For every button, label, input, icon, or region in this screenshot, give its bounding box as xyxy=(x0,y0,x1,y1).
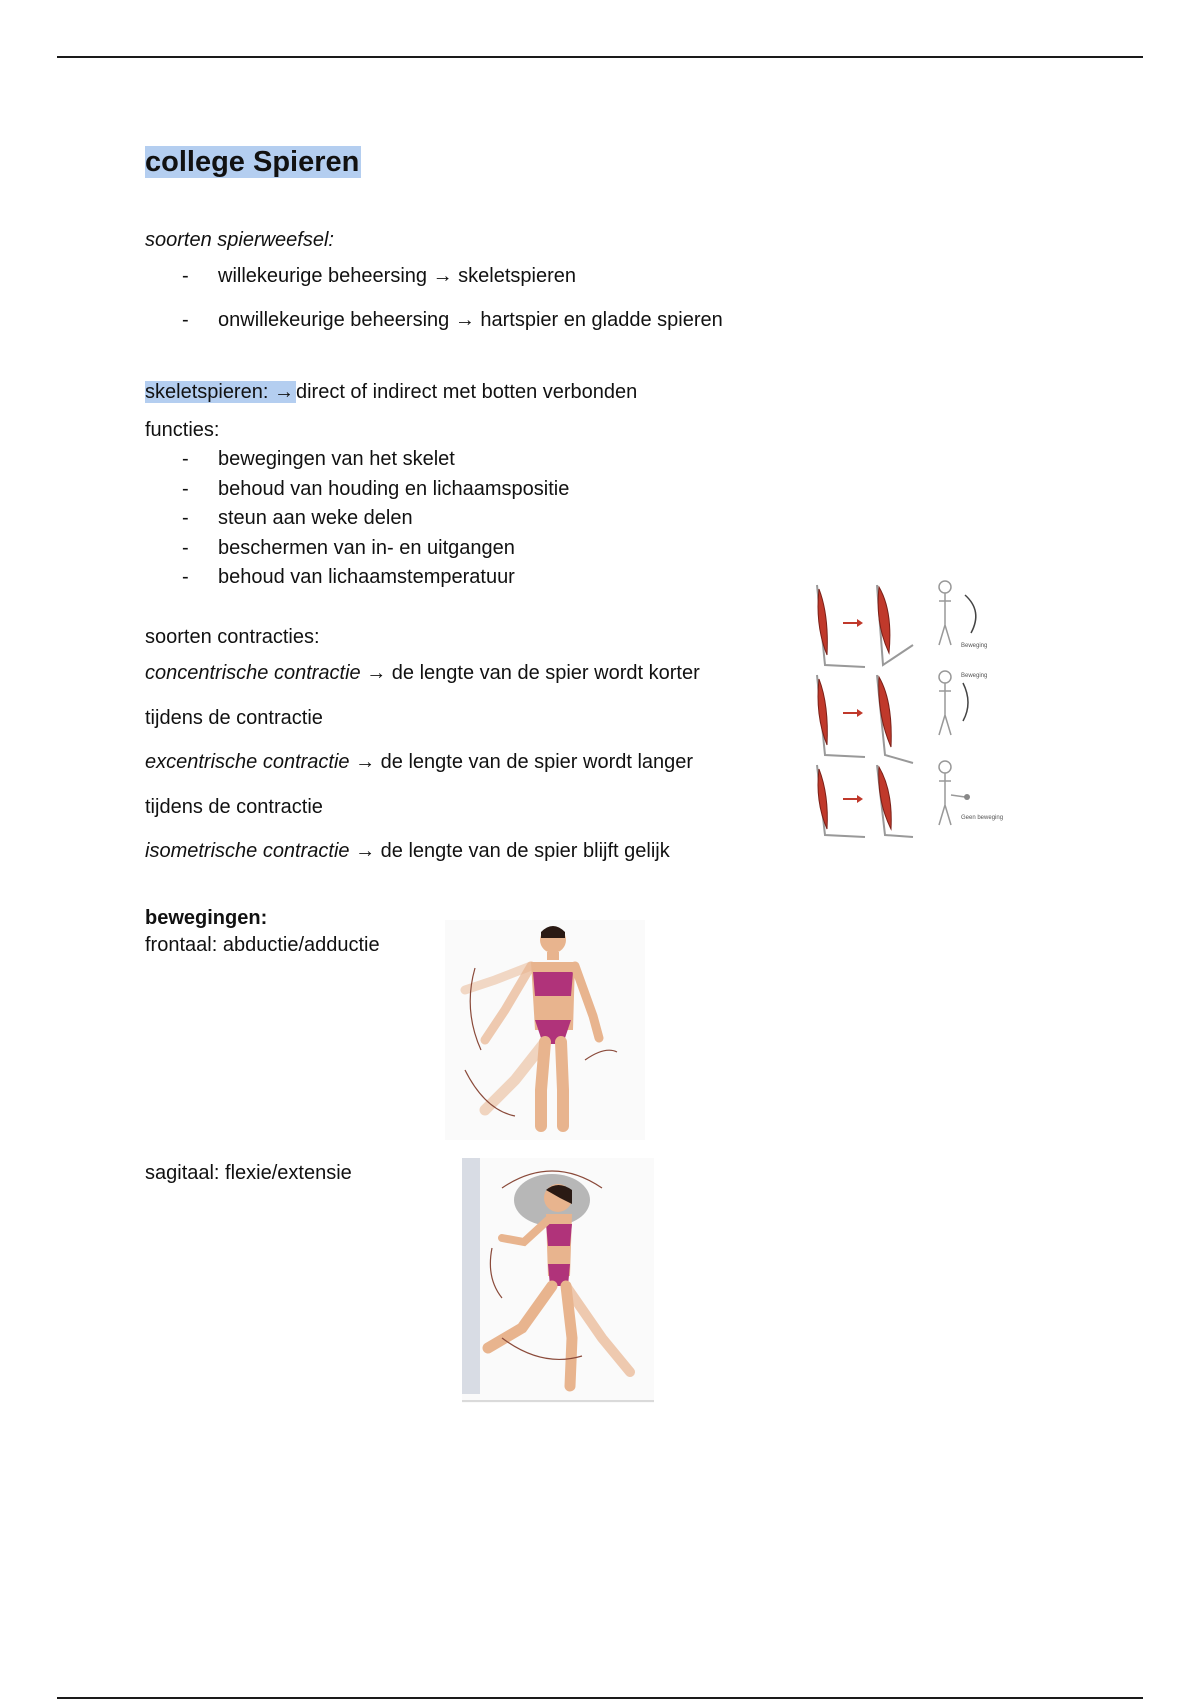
contractie-isometrisch: isometrische contractie → de lengte van de spier blijft gelijk xyxy=(145,840,670,862)
bullet-marker: - xyxy=(182,448,189,470)
contraction-row-isometric xyxy=(817,761,1003,837)
bewegingen-heading: bewegingen: xyxy=(145,907,268,929)
contractie-excentrisch: excentrische contractie → de lengte van de spier wordt langer xyxy=(145,751,694,773)
contractie-concentrisch: concentrische contractie → de lengte van de spier wordt korter xyxy=(145,662,700,684)
frontaal-label: frontaal: abductie/adductie xyxy=(145,934,380,956)
contracties-heading: soorten contracties: xyxy=(145,626,320,648)
list-item: bewegingen van het skelet xyxy=(218,448,455,470)
contraction-figure xyxy=(805,575,1015,845)
bullet-marker: - xyxy=(182,309,189,331)
list-item: beschermen van in- en uitgangen xyxy=(218,537,515,559)
list-item: onwillekeurige beheersing → hartspier en gladde spieren xyxy=(218,309,723,331)
list-item: behoud van lichaamstemperatuur xyxy=(218,566,515,588)
figure-label: Geen beweging xyxy=(961,815,1004,821)
bullet-marker: - xyxy=(182,507,189,529)
section-heading-spierweefsel: soorten spierweefsel: xyxy=(145,229,334,251)
contraction-row-concentric xyxy=(817,581,987,667)
contractie-concentrisch-cont: tijdens de contractie xyxy=(145,707,323,729)
list-item: behoud van houding en lichaamspositie xyxy=(218,478,570,500)
bullet-marker: - xyxy=(182,265,189,287)
bullet-marker: - xyxy=(182,566,189,588)
top-rule xyxy=(57,56,1143,58)
bullet-marker: - xyxy=(182,537,189,559)
sagittal-plane-figure xyxy=(462,1158,654,1403)
contractie-excentrisch-cont: tijdens de contractie xyxy=(145,796,323,818)
skeletspieren-line: skeletspieren: → direct of indirect met botten verbonden xyxy=(145,381,638,403)
contraction-row-eccentric xyxy=(817,671,987,763)
frontal-plane-figure xyxy=(445,920,645,1140)
list-item: steun aan weke delen xyxy=(218,507,413,529)
page-title: college Spieren xyxy=(145,146,360,178)
bottom-rule xyxy=(57,1697,1143,1699)
sagitaal-label: sagitaal: flexie/extensie xyxy=(145,1162,352,1184)
bullet-marker: - xyxy=(182,478,189,500)
figure-label: Beweging xyxy=(961,643,988,649)
list-item: willekeurige beheersing → skeletspieren xyxy=(218,265,576,287)
highlight-label: skeletspieren: → xyxy=(145,381,294,403)
figure-label: Beweging xyxy=(961,673,988,679)
functies-heading: functies: xyxy=(145,419,220,441)
